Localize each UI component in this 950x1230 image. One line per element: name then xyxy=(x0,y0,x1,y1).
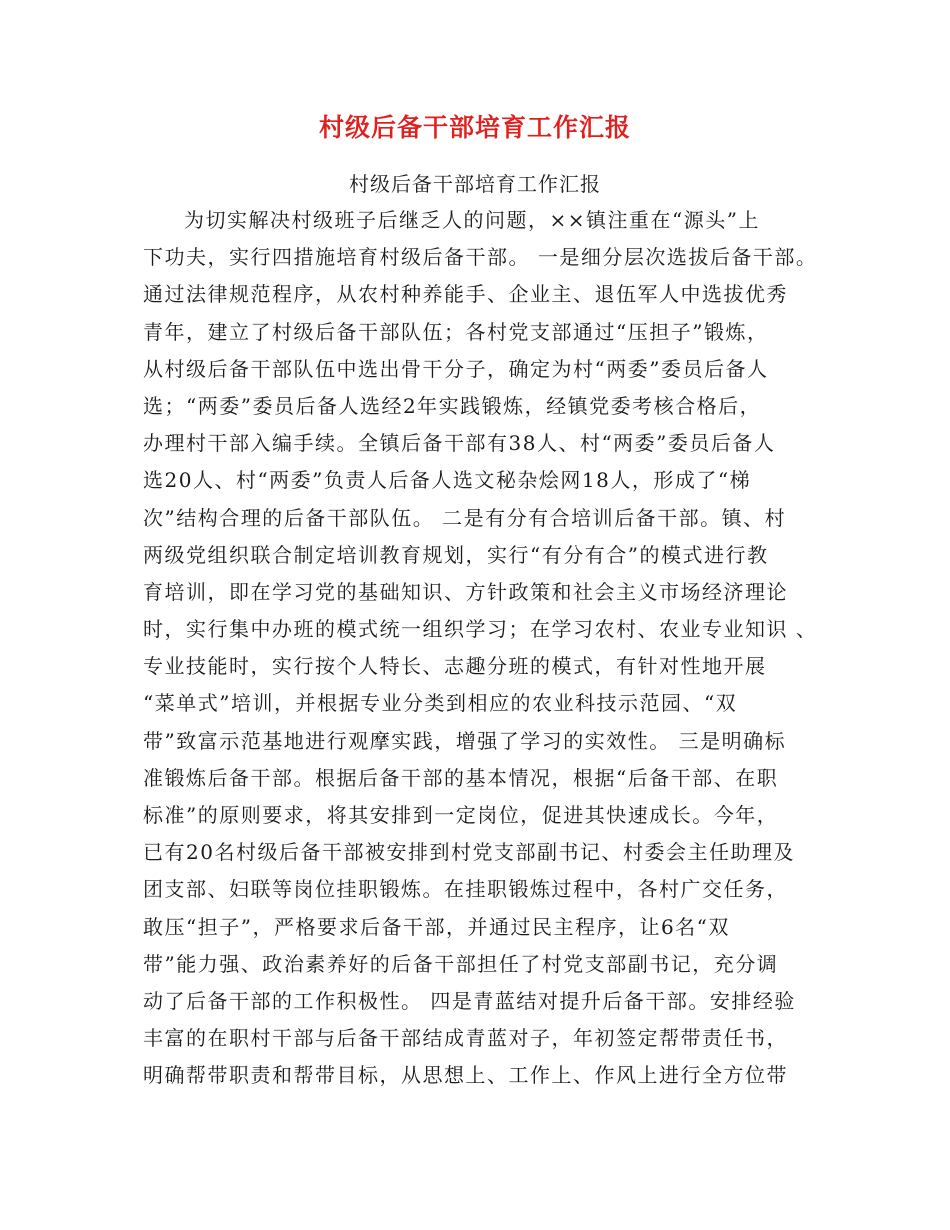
document-subtitle: 村级后备干部培育工作汇报 xyxy=(349,172,601,196)
body-line: 从村级后备干部队伍中选出骨干分子，确定为村“两委”委员后备人 xyxy=(143,356,769,381)
body-line: 明确帮带职责和帮带目标，从思想上、工作上、作风上进行全方位带 xyxy=(143,1063,788,1088)
body-line: 已有20名村级后备干部被安排到村党支部副书记、村委会主任助理及 xyxy=(143,840,795,865)
body-line: 选；“两委”委员后备人选经2年实践锻炼，经镇党委考核合格后， xyxy=(143,393,762,418)
body-line: 时，实行集中办班的模式统一组织学习；在学习农村、农业专业知识 、 xyxy=(143,617,818,642)
body-line: 下功夫，实行四措施培育村级后备干部。 一是细分层次选拔后备干部。 xyxy=(143,245,818,270)
body-line: 两级党组织联合制定培训教育规划，实行“有分有合”的模式进行教 xyxy=(143,542,769,567)
body-line: 办理村干部入编手续。全镇后备干部有38人、村“两委”委员后备人 xyxy=(143,431,776,456)
body-line: 选20人、村“两委”负责人后备人选文秘杂烩网18人，形成了“梯 xyxy=(143,468,752,493)
body-line: 通过法律规范程序，从农村种养能手、企业主、退伍军人中选拔优秀 xyxy=(143,282,788,307)
body-line: 丰富的在职村干部与后备干部结成青蓝对子，年初签定帮带责任书， xyxy=(143,1026,788,1051)
body-line: 标准”的原则要求，将其安排到一定岗位，促进其快速成长。今年， xyxy=(143,803,779,827)
body-line: 育培训，即在学习党的基础知识、方针政策和社会主义市场经济理论 xyxy=(143,579,788,604)
body-line: 为切实解决村级班子后继乏人的问题，××镇注重在“源头”上 xyxy=(184,208,760,232)
body-line: 团支部、妇联等岗位挂职锻炼。在挂职锻炼过程中，各村广交任务， xyxy=(143,877,788,902)
body-line: 动了后备干部的工作积极性。 四是青蓝结对提升后备干部。安排经验 xyxy=(143,988,796,1013)
document-body xyxy=(143,202,843,1095)
body-line: 次”结构合理的后备干部队伍。 二是有分有合培训后备干部。镇、村 xyxy=(143,505,787,530)
body-line: 专业技能时，实行按个人特长、志趣分班的模式，有针对性地开展 xyxy=(143,654,767,679)
body-line: 带”致富示范基地进行观摩实践，增强了学习的实效性。 三是明确标 xyxy=(143,728,787,753)
body-line: 青年，建立了村级后备干部队伍；各村党支部通过“压担子”锻炼， xyxy=(143,319,769,344)
body-line: 敢压“担子”，严格要求后备干部，并通过民主程序，让6名“双 xyxy=(143,914,730,939)
body-line: 准锻炼后备干部。根据后备干部的基本情况，根据“后备干部、在职 xyxy=(143,765,779,790)
document-title: 村级后备干部培育工作汇报 xyxy=(318,113,631,142)
body-line: 带”能力强、政治素养好的后备干部担任了村党支部副书记，充分调 xyxy=(143,951,779,976)
body-line: “菜单式”培训，并根据专业分类到相应的农业科技示范园、“双 xyxy=(143,691,738,716)
